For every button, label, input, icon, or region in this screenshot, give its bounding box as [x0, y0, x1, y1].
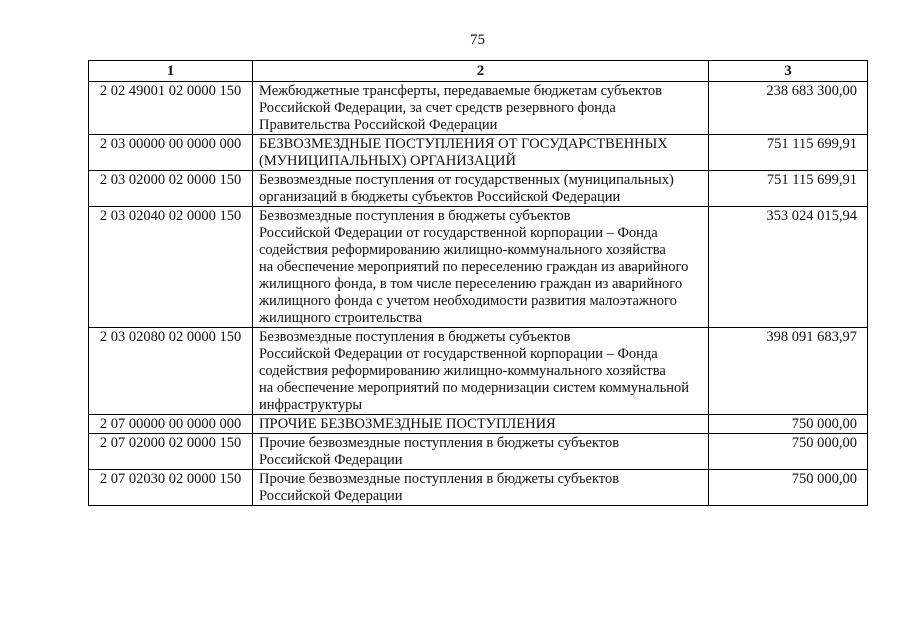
table-header-row: [89, 61, 868, 82]
table-row: [89, 207, 868, 328]
table-row: [89, 82, 868, 135]
amount-cell: 238 683 300,00: [709, 82, 868, 135]
amount-cell: 750 000,00: [709, 470, 868, 506]
revenue-name-cell: Безвозмездные поступления в бюджеты субъектов Российской Федерации от государственной корпорации – Фонда содействия реформированию жилищно-коммунального хозяйства на обеспечение мероприятий по переселению граждан из аварийного жилищного фонда, в том числе переселению граждан из аварийного жилищного фонда с учетом необходимости развития малоэтажного жилищного строительства: [253, 207, 709, 328]
page-number: 75: [470, 32, 485, 48]
revenue-name-cell: Прочие безвозмездные поступления в бюджеты субъектов Российской Федерации: [253, 470, 709, 506]
revenue-name-cell: БЕЗВОЗМЕЗДНЫЕ ПОСТУПЛЕНИЯ ОТ ГОСУДАРСТВЕННЫХ (МУНИЦИПАЛЬНЫХ) ОРГАНИЗАЦИЙ: [253, 135, 709, 171]
column-header-name: 2: [253, 61, 709, 82]
revenue-table: [88, 60, 868, 506]
amount-cell: 353 024 015,94: [709, 207, 868, 328]
column-header-code: 1: [89, 61, 253, 82]
table-row: [89, 415, 868, 434]
amount-cell: 398 091 683,97: [709, 328, 868, 415]
table-row: [89, 135, 868, 171]
table-row: [89, 434, 868, 470]
budget-code-cell: 2 07 02000 02 0000 150: [89, 434, 253, 470]
amount-cell: 750 000,00: [709, 434, 868, 470]
amount-cell: 750 000,00: [709, 415, 868, 434]
revenue-name-cell: ПРОЧИЕ БЕЗВОЗМЕЗДНЫЕ ПОСТУПЛЕНИЯ: [253, 415, 709, 434]
budget-code-cell: 2 07 02030 02 0000 150: [89, 470, 253, 506]
budget-code-cell: 2 02 49001 02 0000 150: [89, 82, 253, 135]
budget-code-cell: 2 03 02000 02 0000 150: [89, 171, 253, 207]
budget-code-cell: 2 03 02040 02 0000 150: [89, 207, 253, 328]
budget-code-cell: 2 07 00000 00 0000 000: [89, 415, 253, 434]
revenue-name-cell: Безвозмездные поступления от государственных (муниципальных) организаций в бюджеты субъектов Российской Федерации: [253, 171, 709, 207]
revenue-name-cell: Прочие безвозмездные поступления в бюджеты субъектов Российской Федерации: [253, 434, 709, 470]
column-header-amount: 3: [709, 61, 868, 82]
revenue-name-cell: Межбюджетные трансферты, передаваемые бюджетам субъектов Российской Федерации, за счет средств резервного фонда Правительства Российской Федерации: [253, 82, 709, 135]
amount-cell: 751 115 699,91: [709, 171, 868, 207]
table-row: [89, 470, 868, 506]
revenue-name-cell: Безвозмездные поступления в бюджеты субъектов Российской Федерации от государственной корпорации – Фонда содействия реформированию жилищно-коммунального хозяйства на обеспечение мероприятий по модернизации систем коммунальной инфраструктуры: [253, 328, 709, 415]
table-row: [89, 328, 868, 415]
table-row: [89, 171, 868, 207]
budget-code-cell: 2 03 00000 00 0000 000: [89, 135, 253, 171]
budget-code-cell: 2 03 02080 02 0000 150: [89, 328, 253, 415]
amount-cell: 751 115 699,91: [709, 135, 868, 171]
